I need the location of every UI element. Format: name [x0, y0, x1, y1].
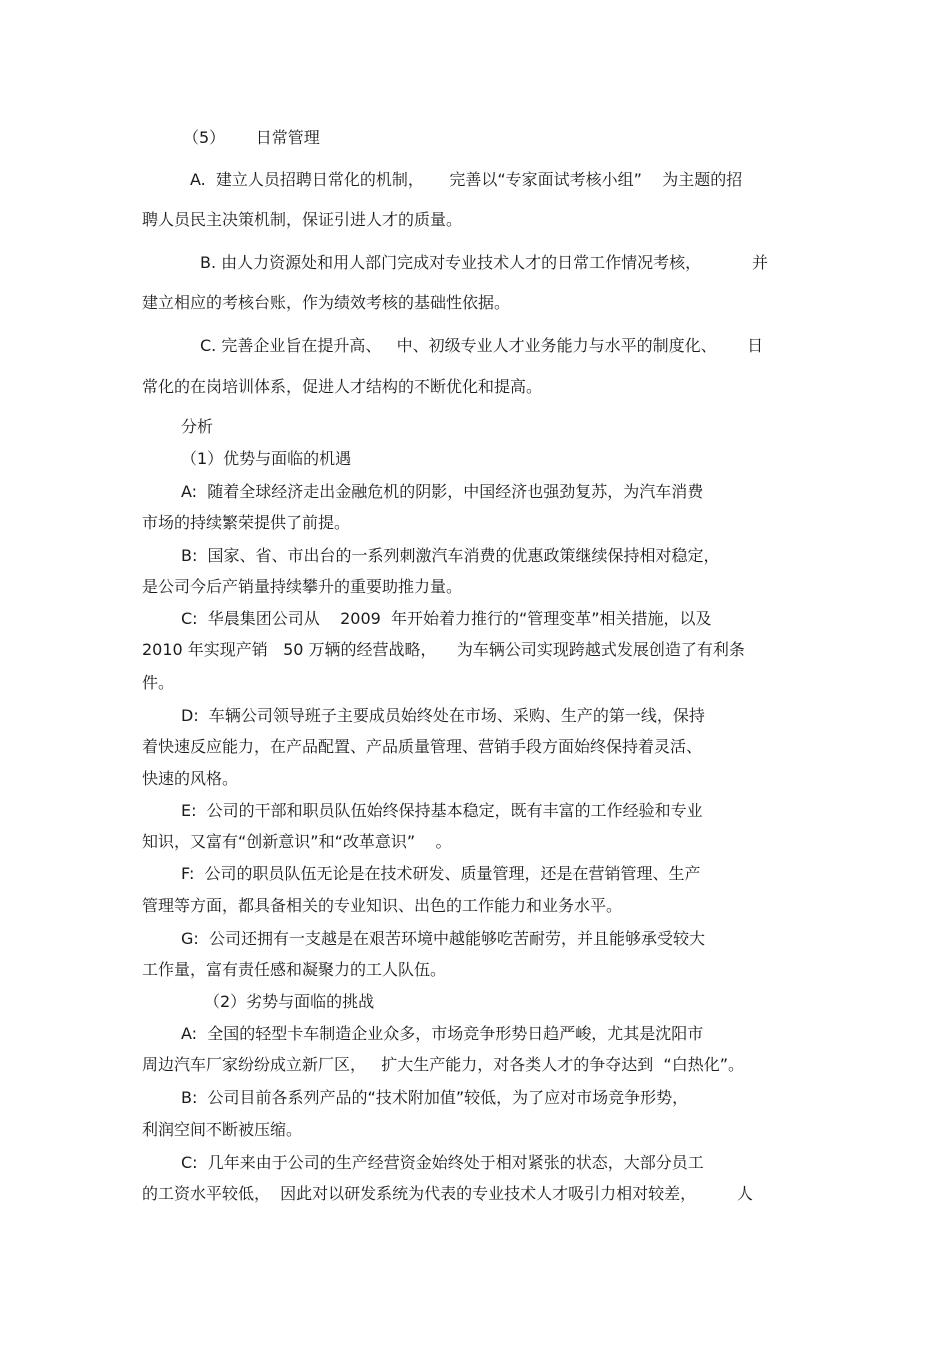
- item-5b-line-1: B. 由人力资源处和用人部门完成对专业技术人才的日常工作情况考核， 并: [200, 253, 769, 272]
- weaknesses-heading: （2）劣势与面临的挑战: [204, 992, 375, 1011]
- weakness-b-line-1: B: 公司目前各系列产品的“技术附加值”较低，为了应对市场竞争形势，: [181, 1088, 689, 1107]
- weakness-c-line-1: C: 几年来由于公司的生产经营资金始终处于相对紧张的状态，大部分员工: [181, 1153, 704, 1172]
- weakness-c-line-2: 的工资水平较低， 因此对以研发系统为代表的专业技术人才吸引力相对较差， 人: [142, 1184, 753, 1203]
- strength-f-line-2: 管理等方面，都具备相关的专业知识、出色的工作能力和业务水平。: [142, 896, 623, 915]
- analysis-heading: 分析: [181, 417, 214, 436]
- strength-d-line-1: D: 车辆公司领导班子主要成员始终处在市场、采购、生产的第一线，保持: [181, 706, 705, 725]
- strength-g-line-2: 工作量，富有责任感和凝聚力的工人队伍。: [142, 960, 447, 979]
- strength-a-line-2: 市场的持续繁荣提供了前提。: [142, 513, 351, 532]
- strength-d-line-2: 着快速反应能力，在产品配置、产品质量管理、营销手段方面始终保持着灵活、: [142, 737, 703, 756]
- weakness-b-line-2: 利润空间不断被压缩。: [142, 1120, 303, 1139]
- strength-b-line-1: B: 国家、省、市出台的一系列刺激汽车消费的优惠政策继续保持相对稳定，: [181, 546, 720, 565]
- item-5b-line-2: 建立相应的考核台账，作为绩效考核的基础性依据。: [142, 293, 511, 312]
- strength-e-line-2: 知识，又富有“创新意识”和“改革意识” 。: [142, 832, 452, 851]
- strength-c-line-2: 2010 年实现产销 50 万辆的经营战略， 为车辆公司实现跨越式发展创造了有利条: [142, 640, 745, 659]
- item-5c-line-2: 常化的在岗培训体系，促进人才结构的不断优化和提高。: [142, 377, 543, 396]
- strength-f-line-1: F: 公司的职员队伍无论是在技术研发、质量管理，还是在营销管理、生产: [181, 864, 701, 883]
- weakness-a-line-2: 周边汽车厂家纷纷成立新厂区， 扩大生产能力，对各类人才的争夺达到 “白热化”。: [142, 1055, 745, 1074]
- strengths-heading: （1）优势与面临的机遇: [181, 449, 352, 468]
- item-5a-line-1: A. 建立人员招聘日常化的机制， 完善以“专家面试考核小组” 为主题的招: [190, 170, 743, 189]
- strength-c-line-1: C: 华晨集团公司从 2009 年开始着力推行的“管理变革”相关措施，以及: [181, 609, 712, 628]
- strength-b-line-2: 是公司今后产销量持续攀升的重要助推力量。: [142, 577, 463, 596]
- section-5-heading: （5） 日常管理: [183, 128, 320, 147]
- strength-a-line-1: A: 随着全球经济走出金融危机的阴影，中国经济也强劲复苏，为汽车消费: [181, 482, 704, 501]
- item-5c-line-1: C. 完善企业旨在提升高、 中、初级专业人才业务能力与水平的制度化、 日: [200, 336, 764, 355]
- item-5a-line-2: 聘人员民主决策机制，保证引进人才的质量。: [142, 210, 463, 229]
- strength-c-line-3: 件。: [142, 673, 175, 692]
- strength-d-line-3: 快速的风格。: [142, 769, 239, 788]
- weakness-a-line-1: A: 全国的轻型卡车制造企业众多，市场竞争形势日趋严峻，尤其是沈阳市: [181, 1024, 704, 1043]
- strength-g-line-1: G: 公司还拥有一支越是在艰苦环境中越能够吃苦耐劳，并且能够承受较大: [181, 929, 705, 948]
- strength-e-line-1: E: 公司的干部和职员队伍始终保持基本稳定，既有丰富的工作经验和专业: [181, 801, 703, 820]
